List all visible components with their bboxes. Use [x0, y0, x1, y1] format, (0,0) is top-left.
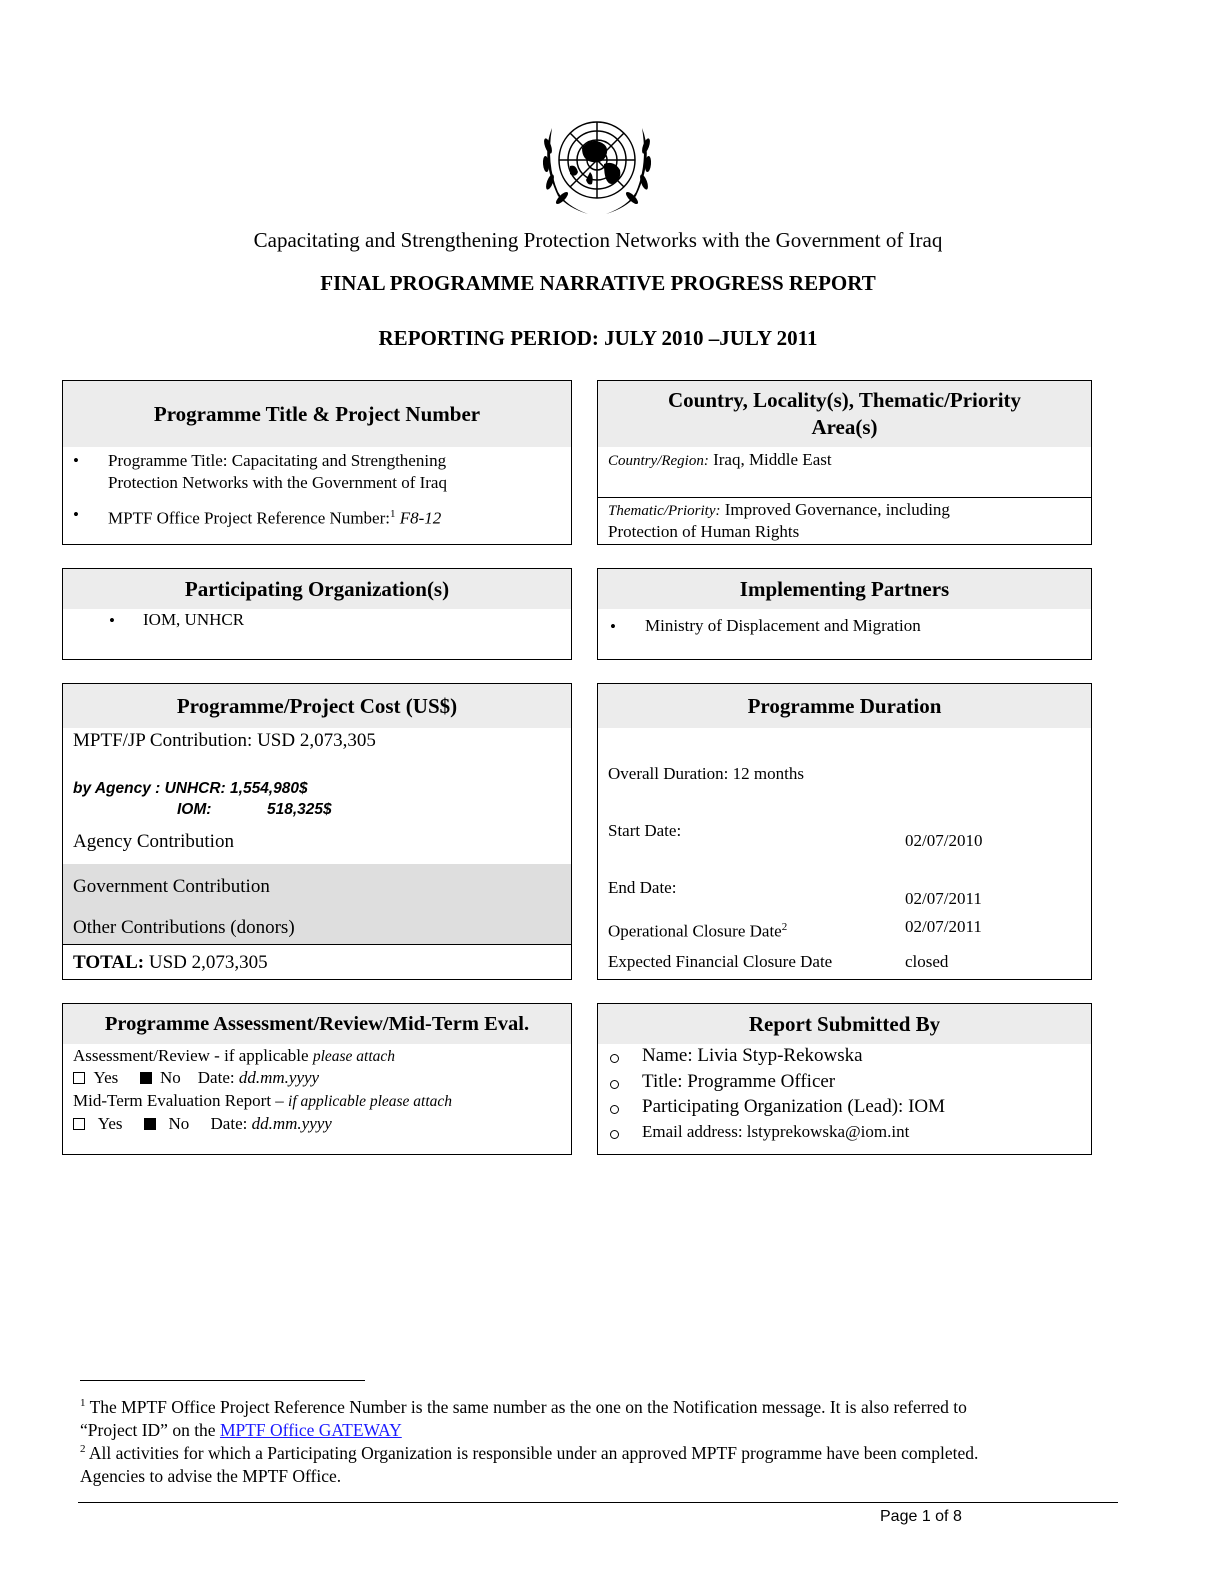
footnote-ref-2: 2: [781, 921, 788, 933]
participating-heading: Participating Organization(s): [63, 569, 571, 609]
assessment-box: [62, 1003, 572, 1155]
footnote-2-number: 2: [80, 1443, 86, 1455]
bullet-icon: •: [73, 451, 79, 470]
country-box: [597, 380, 1092, 545]
review-options: [73, 1067, 319, 1089]
thematic-value-b: Protection of Human Rights: [608, 522, 800, 541]
op-closure-label-text: Operational Closure Date: [608, 921, 782, 941]
midterm-label: [73, 1090, 452, 1113]
footnote-1-number: 1: [80, 1397, 86, 1409]
un-emblem-logo: [530, 108, 664, 220]
review-yes-label: Yes: [93, 1068, 119, 1087]
programme-title-line1a: Programme Title: Capacitating and Strengthening: [108, 451, 447, 470]
bullet-icon: •: [109, 611, 115, 630]
by-agency-unhcr: by Agency : UNHCR: 1,554,980$: [73, 780, 308, 797]
midterm-yes-checkbox[interactable]: [73, 1118, 85, 1130]
project-reference: [108, 503, 441, 530]
fin-closure-label: Expected Financial Closure Date: [608, 952, 833, 971]
implementing-item: Ministry of Displacement and Migration: [645, 616, 921, 635]
start-date-label: Start Date:: [608, 821, 682, 840]
document-subtitle: Capacitating and Strengthening Protection Networks with the Government of Iraq: [253, 228, 943, 252]
end-date-label: End Date:: [608, 878, 677, 897]
midterm-date-value: dd.mm.yyyy: [251, 1114, 332, 1133]
footnote-1-text-b: “Project ID” on the: [80, 1419, 216, 1440]
footnote-separator: [80, 1380, 365, 1381]
country-heading-line2: Area(s): [811, 415, 878, 439]
total-label: TOTAL:: [73, 952, 145, 973]
review-label: [73, 1045, 395, 1068]
midterm-attach: if applicable please attach: [288, 1093, 453, 1110]
iom-label: IOM:: [177, 801, 212, 818]
midterm-no-checkbox[interactable]: [144, 1118, 156, 1130]
mptf-contribution: MPTF/JP Contribution: USD 2,073,305: [73, 730, 376, 751]
op-closure-label: [608, 916, 787, 943]
programme-title-heading: Programme Title & Project Number: [63, 381, 571, 447]
circle-bullet-icon: [610, 1054, 619, 1063]
mptf-gateway-link[interactable]: MPTF Office GATEWAY: [219, 1419, 402, 1440]
submitted-heading: Report Submitted By: [598, 1004, 1091, 1044]
total-value: USD 2,073,305: [148, 952, 268, 973]
submitted-box: [597, 1003, 1092, 1155]
thematic-priority: [608, 499, 950, 522]
fin-closure-value: closed: [905, 952, 949, 971]
implementing-heading: Implementing Partners: [598, 569, 1091, 609]
total: [73, 951, 268, 975]
programme-title-line1b: Protection Networks with the Government of Iraq: [108, 473, 447, 492]
review-date-label: Date:: [197, 1068, 235, 1087]
review-date-value: dd.mm.yyyy: [238, 1068, 320, 1087]
country-region-value: Iraq, Middle East: [713, 450, 832, 469]
divider: [63, 944, 571, 945]
report-title: FINAL PROGRAMME NARRATIVE PROGRESS REPORT: [320, 271, 876, 295]
midterm-date-label: Date:: [210, 1114, 248, 1133]
agency-contribution: Agency Contribution: [73, 831, 234, 852]
project-reference-value: F8-12: [399, 508, 442, 528]
cost-box: [62, 683, 572, 980]
thematic-value-a: Improved Governance, including: [724, 500, 950, 519]
start-date-value: 02/07/2010: [905, 831, 983, 850]
midterm-label-text: Mid-Term Evaluation Report –: [73, 1091, 284, 1110]
participating-box: [62, 568, 572, 660]
duration-heading: Programme Duration: [598, 684, 1091, 728]
footnote-ref-1: 1: [390, 508, 396, 520]
assessment-heading: Programme Assessment/Review/Mid-Term Eval.: [63, 1004, 571, 1044]
submitter-org: Participating Organization (Lead): IOM: [642, 1096, 946, 1117]
op-closure-value: 02/07/2011: [905, 917, 982, 936]
review-no-checkbox[interactable]: [140, 1072, 152, 1084]
footnote-2-text-b: Agencies to advise the MPTF Office.: [80, 1465, 342, 1486]
country-heading: [598, 381, 1091, 447]
footnote-2-text-a: All activities for which a Participating Organization is responsible under an approved MPTF programme have been completed.: [88, 1442, 979, 1463]
footnote-1: [80, 1392, 967, 1442]
other-contributions: Other Contributions (donors): [73, 917, 295, 938]
review-yes-checkbox[interactable]: [73, 1072, 85, 1084]
duration-box: [597, 683, 1092, 980]
submitter-name: Name: Livia Styp-Rekowska: [642, 1045, 863, 1066]
country-region-label: Country/Region:: [608, 453, 709, 469]
country-region: [608, 449, 832, 472]
footnote-1-text-a: The MPTF Office Project Reference Number is the same number as the one on the Notification message. It is also referred to: [89, 1396, 967, 1417]
iom-value: 518,325$: [267, 801, 332, 818]
thematic-label: Thematic/Priority:: [608, 503, 721, 519]
review-attach: please attach: [312, 1048, 396, 1065]
submitter-title: Title: Programme Officer: [642, 1071, 836, 1092]
bullet-icon: •: [610, 617, 616, 636]
page-number: Page 1 of 8: [880, 1508, 962, 1525]
footnote-2: [80, 1438, 978, 1488]
end-date-value: 02/07/2011: [905, 889, 982, 908]
bullet-icon: •: [73, 505, 79, 524]
government-contribution: Government Contribution: [73, 876, 270, 897]
review-no-label: No: [160, 1068, 181, 1087]
divider: [598, 497, 1091, 498]
circle-bullet-icon: [610, 1130, 619, 1139]
country-heading-line1: Country, Locality(s), Thematic/Priority: [667, 388, 1022, 412]
midterm-options: [73, 1113, 332, 1135]
submitter-email: Email address: lstyprekowska@iom.int: [642, 1122, 910, 1141]
footer-rule: [78, 1502, 1118, 1503]
project-reference-label: MPTF Office Project Reference Number:: [108, 508, 390, 528]
participating-item: IOM, UNHCR: [143, 610, 245, 629]
midterm-yes-label: Yes: [97, 1114, 123, 1133]
overall-duration: Overall Duration: 12 months: [608, 764, 804, 783]
circle-bullet-icon: [610, 1105, 619, 1114]
implementing-box: [597, 568, 1092, 660]
programme-title-box: [62, 380, 572, 545]
reporting-period: REPORTING PERIOD: JULY 2010 –JULY 2011: [378, 326, 818, 350]
circle-bullet-icon: [610, 1080, 619, 1089]
midterm-no-label: No: [168, 1114, 190, 1133]
cost-heading: Programme/Project Cost (US$): [63, 684, 571, 728]
review-label-text: Assessment/Review - if applicable: [73, 1046, 309, 1065]
